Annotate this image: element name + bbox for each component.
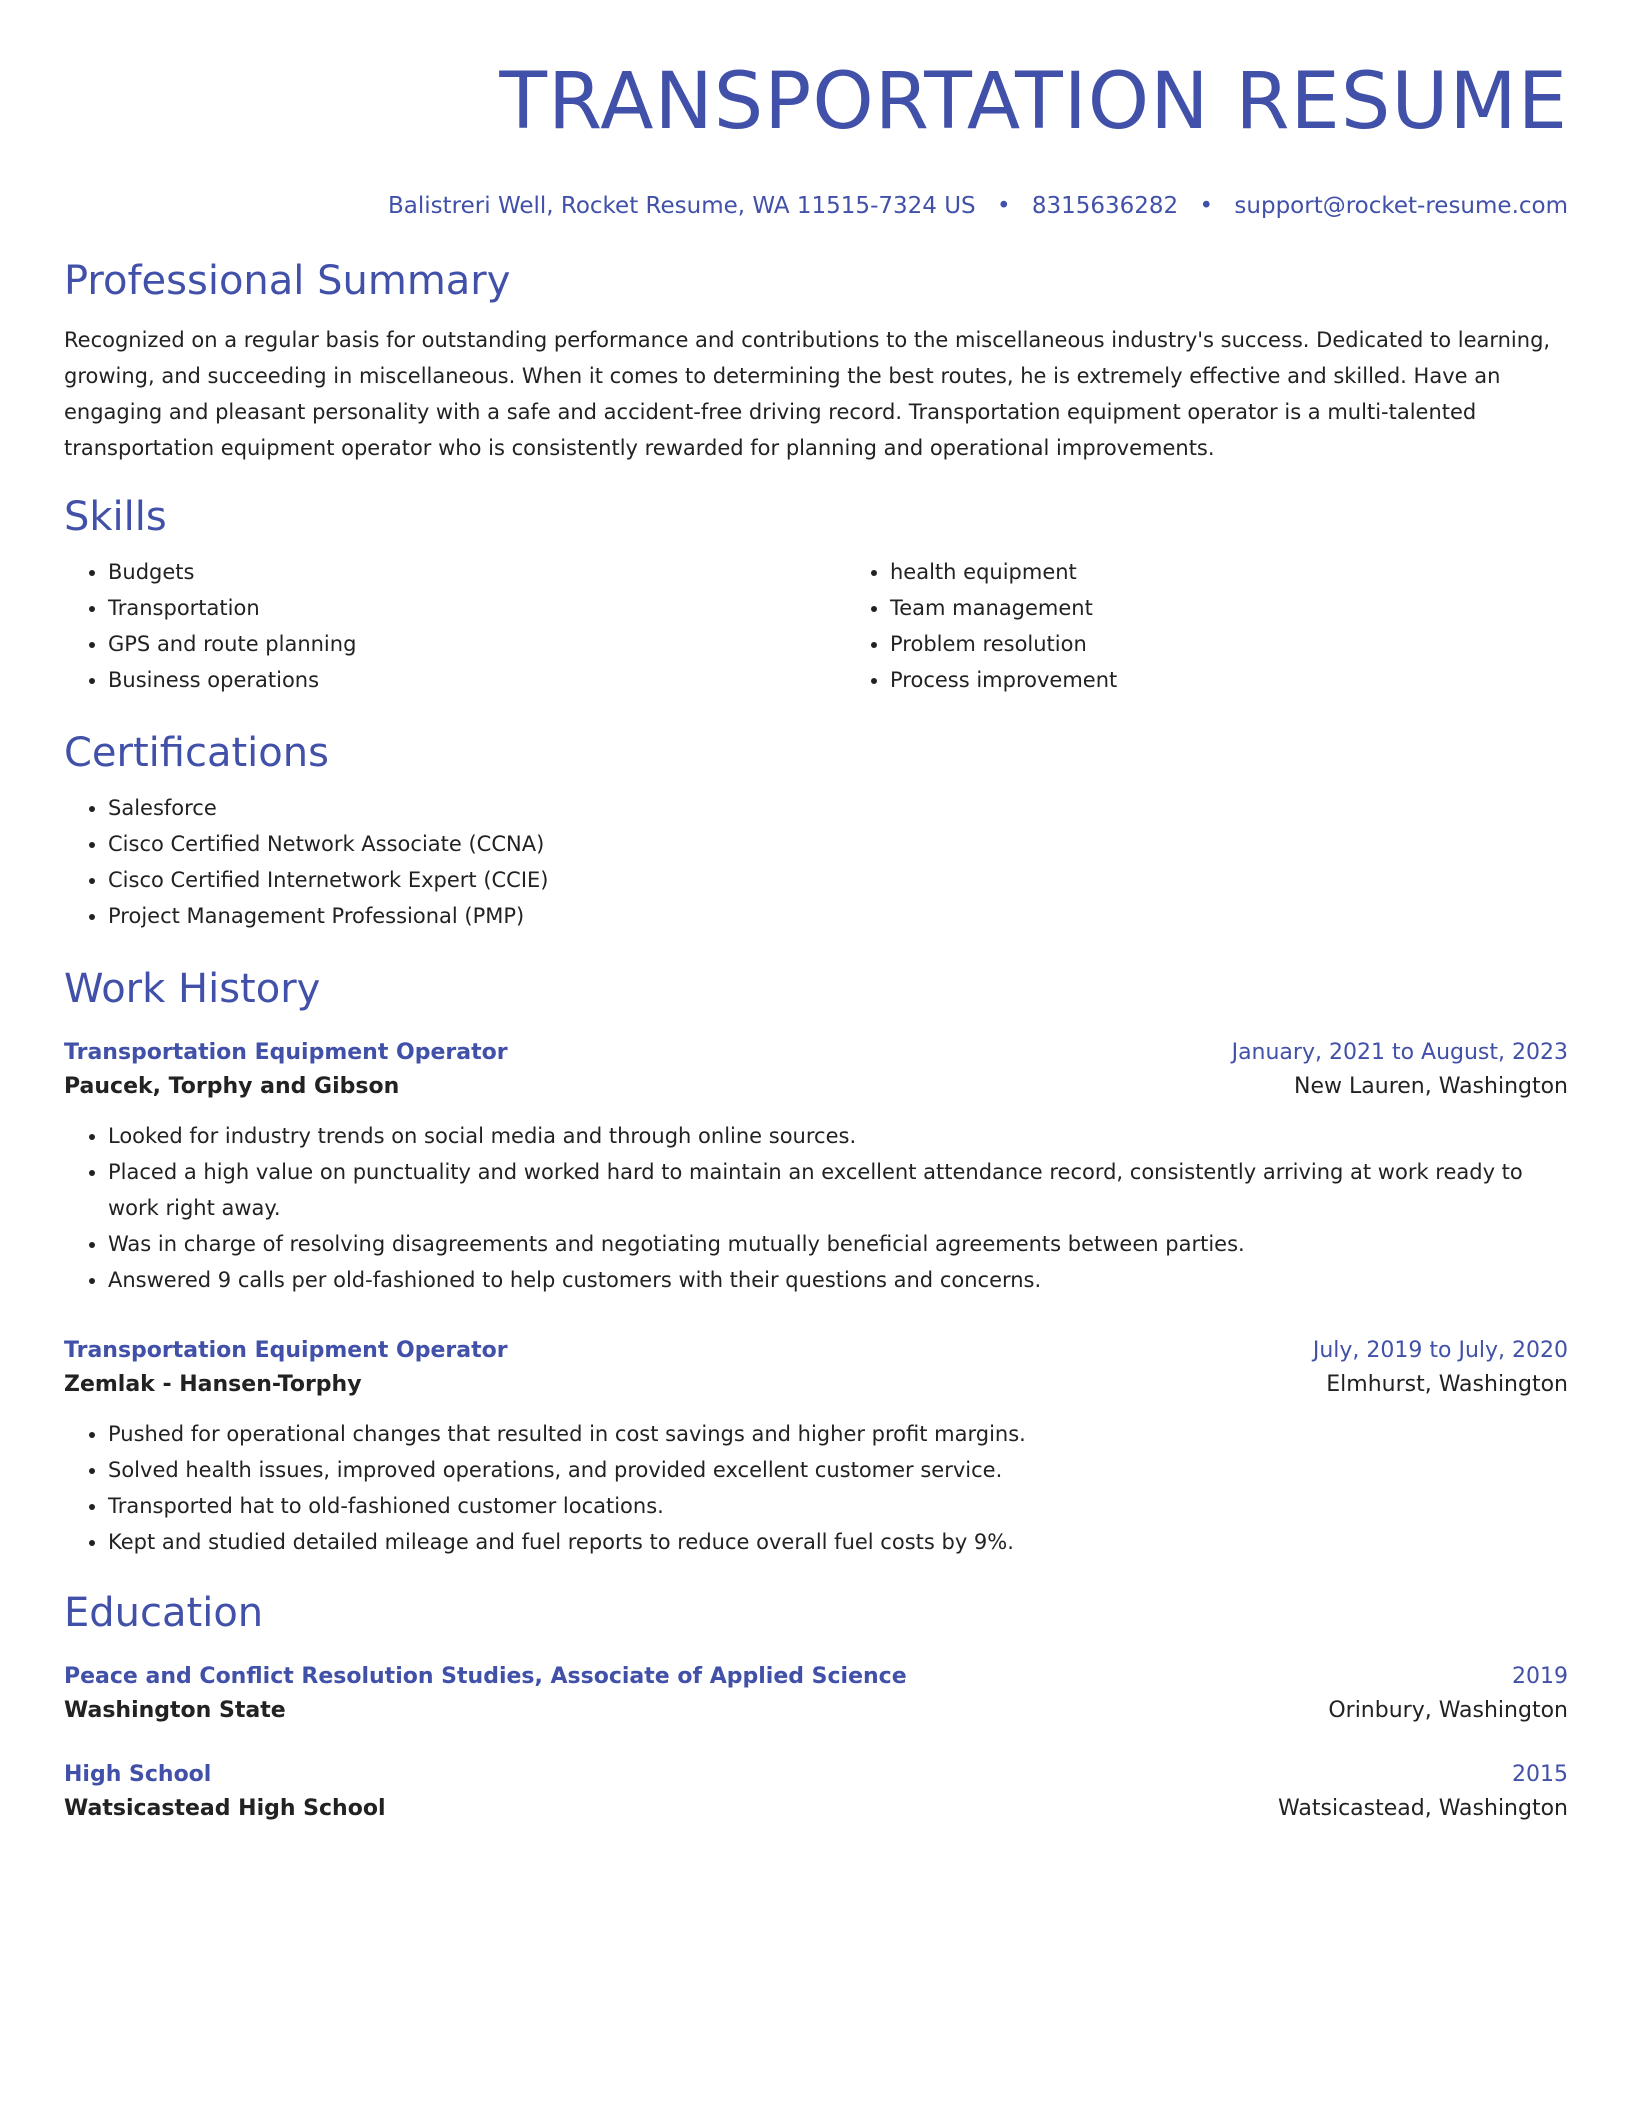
job-company-row xyxy=(64,1366,1568,1404)
education-entry xyxy=(64,1662,1568,1730)
job-entry xyxy=(64,1038,1568,1298)
summary-text: Recognized on a regular basis for outstanding performance and contributions to the miscellaneous industry's success. Dedicated to learning, growing, and succeeding in miscellaneous. When it comes to determining the best routes, he is extremely effective and skilled. Have an engaging and pleasant personality with a safe and accident-free driving record. Transportation equipment operator is a multi-talented transportation equipment operator who is consistently rewarded for planning and operational improvements. xyxy=(64,328,1551,460)
education-degree: High School xyxy=(64,1762,212,1787)
certification-item: • Cisco Certified Network Associate (CCNA) xyxy=(108,826,1568,862)
job-location: Elmhurst, Washington xyxy=(1326,1372,1568,1397)
professional-summary-section xyxy=(64,256,1568,466)
education-school-row xyxy=(64,1790,1568,1828)
skills-list-right xyxy=(846,554,1590,698)
work-history-section xyxy=(64,964,1568,1560)
education-header-row xyxy=(64,1662,1568,1692)
section-heading-education: Education xyxy=(64,1590,264,1636)
education-school-row xyxy=(64,1692,1568,1730)
job-title: Transportation Equipment Operator xyxy=(64,1338,508,1363)
contact-email: support@rocket-resume.com xyxy=(1234,193,1568,219)
job-bullet: • Pushed for operational changes that resulted in cost savings and higher profit margins. xyxy=(108,1416,1568,1452)
education-year: 2019 xyxy=(1512,1664,1568,1689)
education-section xyxy=(64,1588,1568,1828)
job-location: New Lauren, Washington xyxy=(1294,1074,1568,1099)
job-bullet: • Looked for industry trends on social media and through online sources. xyxy=(108,1118,1568,1154)
job-header-row xyxy=(64,1336,1568,1366)
skill-item: • Business operations xyxy=(108,662,846,698)
job-dates: July, 2019 to July, 2020 xyxy=(1312,1338,1568,1363)
skill-item: • GPS and route planning xyxy=(108,626,846,662)
section-heading-skills: Skills xyxy=(64,494,167,540)
resume-title: TRANSPORTATION RESUME xyxy=(499,57,1568,147)
certifications-list xyxy=(64,790,1568,934)
skill-item: • Transportation xyxy=(108,590,846,626)
job-dates: January, 2021 to August, 2023 xyxy=(1231,1040,1568,1065)
job-bullet: • Answered 9 calls per old-fashioned to help customers with their questions and concerns. xyxy=(108,1262,1568,1298)
job-bullets xyxy=(64,1118,1568,1298)
certifications-section xyxy=(64,728,1568,934)
education-school: Washington State xyxy=(64,1698,286,1723)
education-year: 2015 xyxy=(1512,1762,1568,1787)
job-company-row xyxy=(64,1068,1568,1106)
skill-item: • Budgets xyxy=(108,554,846,590)
job-bullet: • Transported hat to old-fashioned customer locations. xyxy=(108,1488,1568,1524)
job-bullet: • Solved health issues, improved operations, and provided excellent customer service. xyxy=(108,1452,1568,1488)
skill-item: • Process improvement xyxy=(890,662,1590,698)
job-bullet: • Placed a high value on punctuality and worked hard to maintain an excellent attendance record, consistently arriving at work ready to work right away. xyxy=(108,1154,1568,1226)
contact-separator: • xyxy=(996,193,1011,219)
job-company: Zemlak - Hansen-Torphy xyxy=(64,1372,362,1397)
job-title: Transportation Equipment Operator xyxy=(64,1040,508,1065)
section-heading-certifications: Certifications xyxy=(64,730,329,776)
skill-item: • Problem resolution xyxy=(890,626,1590,662)
certification-item: • Project Management Professional (PMP) xyxy=(108,898,1568,934)
skill-item: • health equipment xyxy=(890,554,1590,590)
job-entry xyxy=(64,1336,1568,1560)
certification-item: • Cisco Certified Internetwork Expert (CCIE) xyxy=(108,862,1568,898)
skills-grid xyxy=(64,542,1568,698)
job-header-row xyxy=(64,1038,1568,1068)
skills-section xyxy=(64,492,1568,698)
section-heading-work-history: Work History xyxy=(64,966,321,1012)
skills-list-left xyxy=(64,554,846,698)
contact-line xyxy=(64,192,1568,220)
education-location: Watsicastead, Washington xyxy=(1278,1796,1568,1821)
education-degree: Peace and Conflict Resolution Studies, Associate of Applied Science xyxy=(64,1664,907,1689)
job-company: Paucek, Torphy and Gibson xyxy=(64,1074,400,1099)
education-header-row xyxy=(64,1760,1568,1790)
skill-item: • Team management xyxy=(890,590,1590,626)
contact-separator: • xyxy=(1199,193,1214,219)
education-location: Orinbury, Washington xyxy=(1328,1698,1568,1723)
education-school: Watsicastead High School xyxy=(64,1796,386,1821)
certification-item: • Salesforce xyxy=(108,790,1568,826)
education-entry xyxy=(64,1760,1568,1828)
job-bullets xyxy=(64,1416,1568,1560)
section-heading-summary: Professional Summary xyxy=(64,258,511,304)
contact-phone: 8315636282 xyxy=(1031,193,1179,219)
contact-address: Balistreri Well, Rocket Resume, WA 11515-7324 US xyxy=(388,193,976,219)
job-bullet: • Was in charge of resolving disagreements and negotiating mutually beneficial agreements between parties. xyxy=(108,1226,1568,1262)
job-bullet: • Kept and studied detailed mileage and fuel reports to reduce overall fuel costs by 9%. xyxy=(108,1524,1568,1560)
